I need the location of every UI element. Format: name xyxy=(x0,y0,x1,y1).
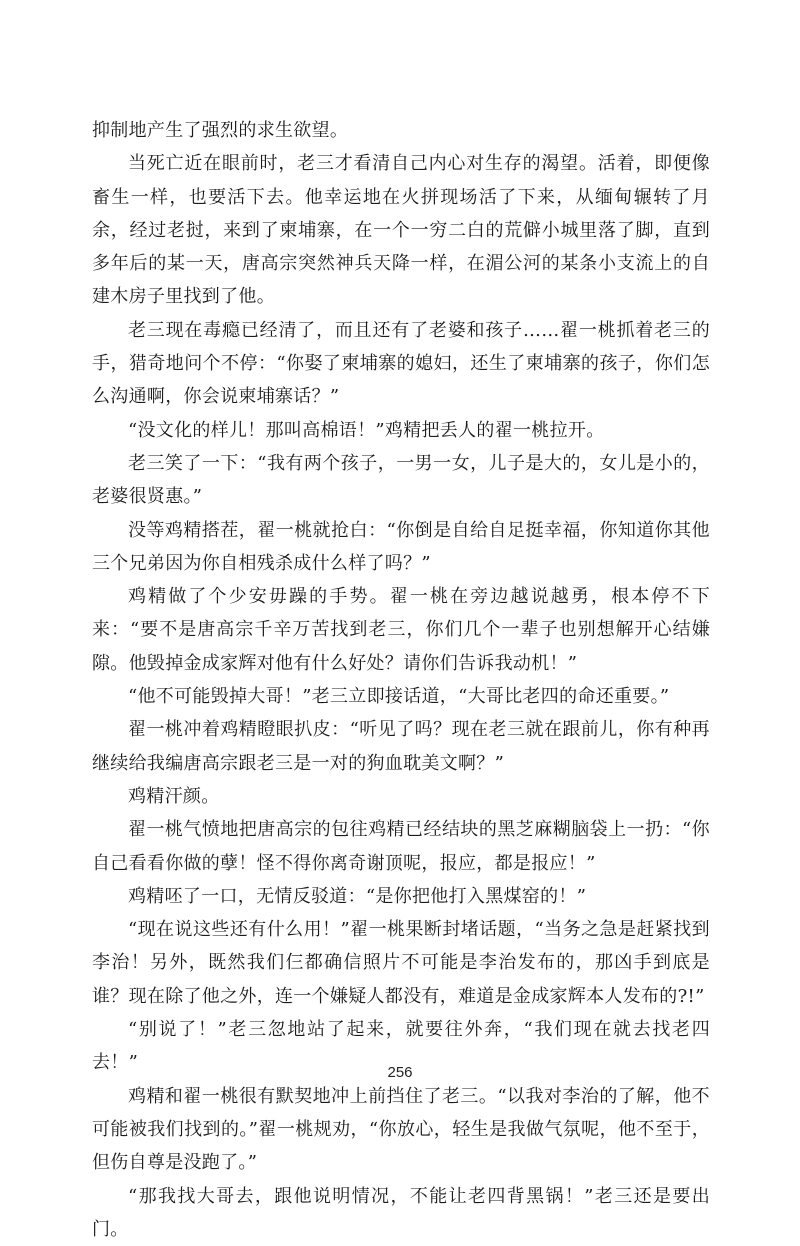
paragraph: 没等鸡精搭茬，翟一桃就抢白：“你倒是自给自足挺幸福，你知道你其他三个兄弟因为你自相残杀成什么样了吗？” xyxy=(92,514,710,581)
paragraph: 鸡精汗颜。 xyxy=(92,780,710,813)
paragraph: 当死亡近在眼前时，老三才看清自己内心对生存的渴望。活着，即便像畜生一样，也要活下去。他幸运地在火拼现场活了下来，从缅甸辗转了月余，经过老挝，来到了柬埔寨，在一个一穷二白的荒僻小城里落了脚，直到多年后的某一天，唐高宗突然神兵天降一样，在湄公河的某条小支流上的自建木房子里找到了他。 xyxy=(92,147,710,313)
paragraph: “别说了！”老三忽地站了起来，就要往外奔，“我们现在就去找老四去！” xyxy=(92,1013,710,1080)
paragraph: 鸡精做了个少安毋躁的手势。翟一桃在旁边越说越勇，根本停不下来：“要不是唐高宗千辛万苦找到老三，你们几个一辈子也别想解开心结嫌隙。他毁掉金成家辉对他有什么好处？请你们告诉我动机！” xyxy=(92,580,710,680)
paragraph: 老三笑了一下：“我有两个孩子，一男一女，儿子是大的，女儿是小的，老婆很贤惠。” xyxy=(92,447,710,514)
paragraph: “现在说这些还有什么用！”翟一桃果断封堵话题，“当务之急是赶紧找到李治！另外，既然我们仨都确信照片不可能是李治发布的，那凶手到底是谁？现在除了他之外，连一个嫌疑人都没有，难道是金成家辉本人发布的?!” xyxy=(92,913,710,1013)
page-number: 256 xyxy=(0,1064,800,1081)
paragraph: “没文化的样儿！那叫高棉语！”鸡精把丢人的翟一桃拉开。 xyxy=(92,414,710,447)
paragraph: “他不可能毁掉大哥！”老三立即接话道，“大哥比老四的命还重要。” xyxy=(92,680,710,713)
paragraph: 翟一桃气愤地把唐高宗的包往鸡精已经结块的黑芝麻糊脑袋上一扔：“你自己看看你做的孽！怪不得你离奇谢顶呢，报应，都是报应！” xyxy=(92,813,710,880)
paragraph: 老三现在毒瘾已经清了，而且还有了老婆和孩子……翟一桃抓着老三的手，猎奇地问个不停：“你娶了柬埔寨的媳妇，还生了柬埔寨的孩子，你们怎么沟通啊，你会说柬埔寨话？” xyxy=(92,314,710,414)
paragraph: 翟一桃冲着鸡精瞪眼扒皮：“听见了吗？现在老三就在跟前儿，你有种再继续给我编唐高宗跟老三是一对的狗血耽美文啊？” xyxy=(92,713,710,780)
paragraph: 鸡精呸了一口，无情反驳道：“是你把他打入黑煤窑的！” xyxy=(92,880,710,913)
paragraph: 鸡精和翟一桃很有默契地冲上前挡住了老三。“以我对李治的了解，他不可能被我们找到的。”翟一桃规劝，“你放心，轻生是我做气氛呢，他不至于，但伤自尊是没跑了。” xyxy=(92,1080,710,1180)
paragraph: 抑制地产生了强烈的求生欲望。 xyxy=(92,114,710,147)
paragraph: “那我找大哥去，跟他说明情况，不能让老四背黑锅！”老三还是要出门。 xyxy=(92,1180,710,1246)
